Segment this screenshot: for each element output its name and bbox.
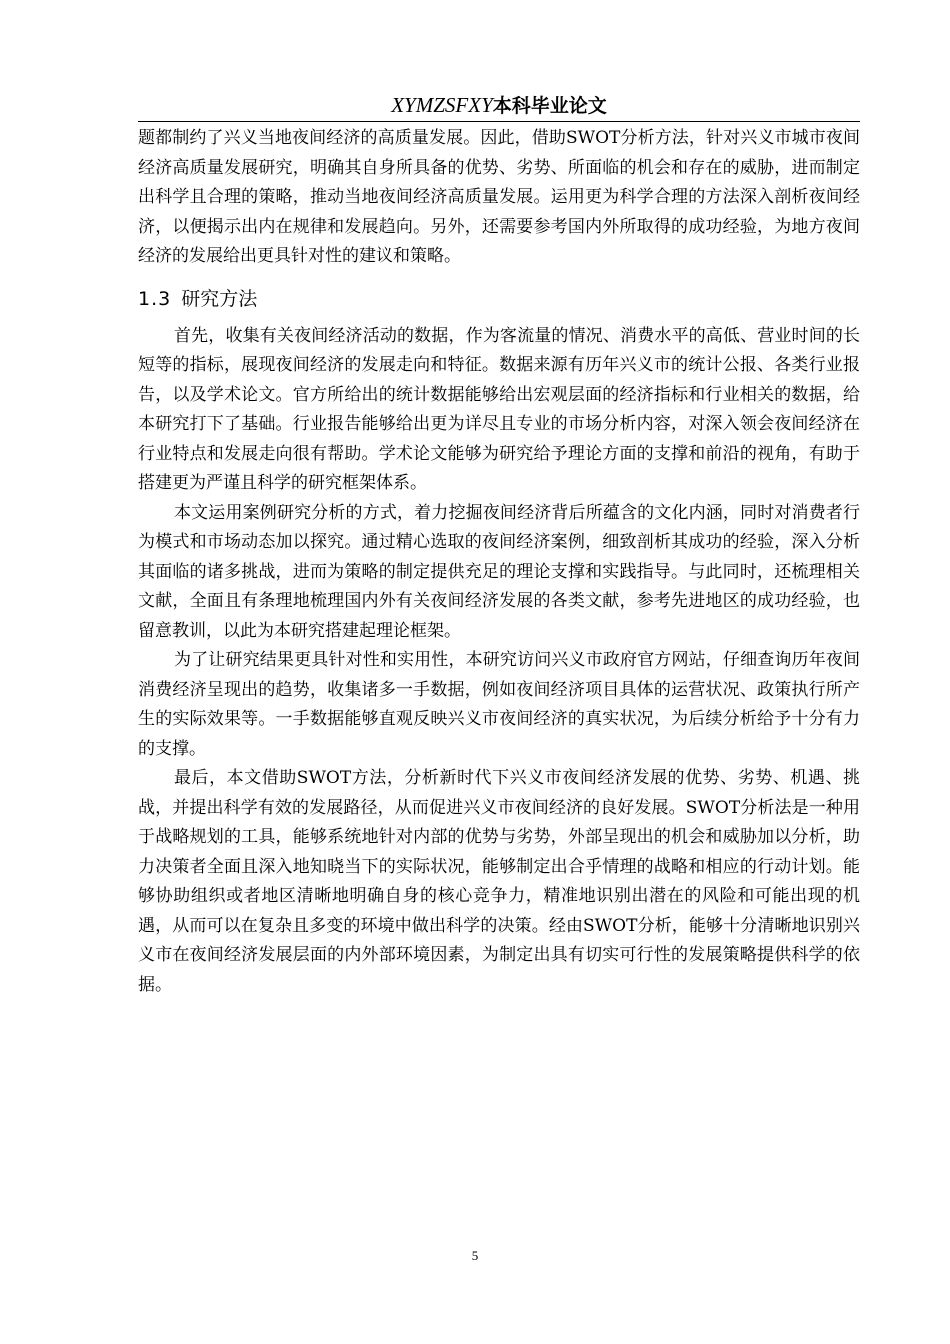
section-number: 1.3 <box>138 287 172 310</box>
paragraph-continued: 题都制约了兴义当地夜间经济的高质量发展。因此，借助SWOT分析方法，针对兴义市城市夜间经济高质量发展研究，明确其自身所具备的优势、劣势、所面临的机会和存在的威胁，进而制定出科学且合理的策略，推动当地夜间经济高质量发展。运用更为科学合理的方法深入剖析夜间经济，以便揭示出内在规律和发展趋向。另外，还需要参考国内外所取得的成功经验，为地方夜间经济的发展给出更具针对性的建议和策略。 <box>138 128 860 266</box>
section-heading <box>138 282 860 316</box>
section-title: 研究方法 <box>181 287 258 310</box>
paragraph: 本文运用案例研究分析的方式，着力挖掘夜间经济背后所蕴含的文化内涵，同时对消费者行为模式和市场动态加以探究。通过精心选取的夜间经济案例，细致剖析其成功的经验，深入分析其面临的诸多挑战，进而为策略的制定提供充足的理论支撑和实践指导。与此同时，还梳理相关文献，全面且有条理地梳理国内外有关夜间经济发展的各类文献，参考先进地区的成功经验，也留意教训，以此为本研究搭建起理论框架。 <box>138 502 860 641</box>
page-header <box>138 89 860 122</box>
page-number: 5 <box>471 1248 479 1263</box>
header-title: 本科毕业论文 <box>492 95 607 117</box>
paragraph: 为了让研究结果更具针对性和实用性，本研究访问兴义市政府官方网站，仔细查询历年夜间消费经济呈现出的趋势，收集诸多一手数据，例如夜间经济项目具体的运营状况、政策执行所产生的实际效果等。一手数据能够直观反映兴义市夜间经济的真实状况，为后续分析给予十分有力的支撑。 <box>138 650 860 759</box>
body-text <box>138 124 860 1000</box>
paragraph: 最后，本文借助SWOT方法，分析新时代下兴义市夜间经济发展的优势、劣势、机遇、挑战，并提出科学有效的发展路径，从而促进兴义市夜间经济的良好发展。SWOT分析法是一种用于战略规划的工具，能够系统地针对内部的优势与劣势，外部呈现出的机会和威胁加以分析，助力决策者全面且深入地知晓当下的实际状况，能够制定出合乎情理的战略和相应的行动计划。能够协助组织或者地区清晰地明确自身的核心竞争力，精准地识别出潜在的风险和可能出现的机遇，从而可以在复杂且多变的环境中做出科学的决策。经由SWOT分析，能够十分清晰地识别兴义市在夜间经济发展层面的内外部环境因素，为制定出具有切实可行性的发展策略提供科学的依据。 <box>138 768 860 995</box>
header-latin: XYMZSFXY <box>391 93 493 117</box>
paragraph: 首先，收集有关夜间经济活动的数据，作为客流量的情况、消费水平的高低、营业时间的长短等的指标，展现夜间经济的发展走向和特征。数据来源有历年兴义市的统计公报、各类行业报告，以及学术论文。官方所给出的统计数据能够给出宏观层面的经济指标和行业相关的数据，给本研究打下了基础。行业报告能够给出更为详尽且专业的市场分析内容，对深入领会夜间经济在行业特点和发展走向很有帮助。学术论文能够为研究给予理论方面的支撑和前沿的视角，有助于搭建更为严谨且科学的研究框架体系。 <box>138 325 860 493</box>
